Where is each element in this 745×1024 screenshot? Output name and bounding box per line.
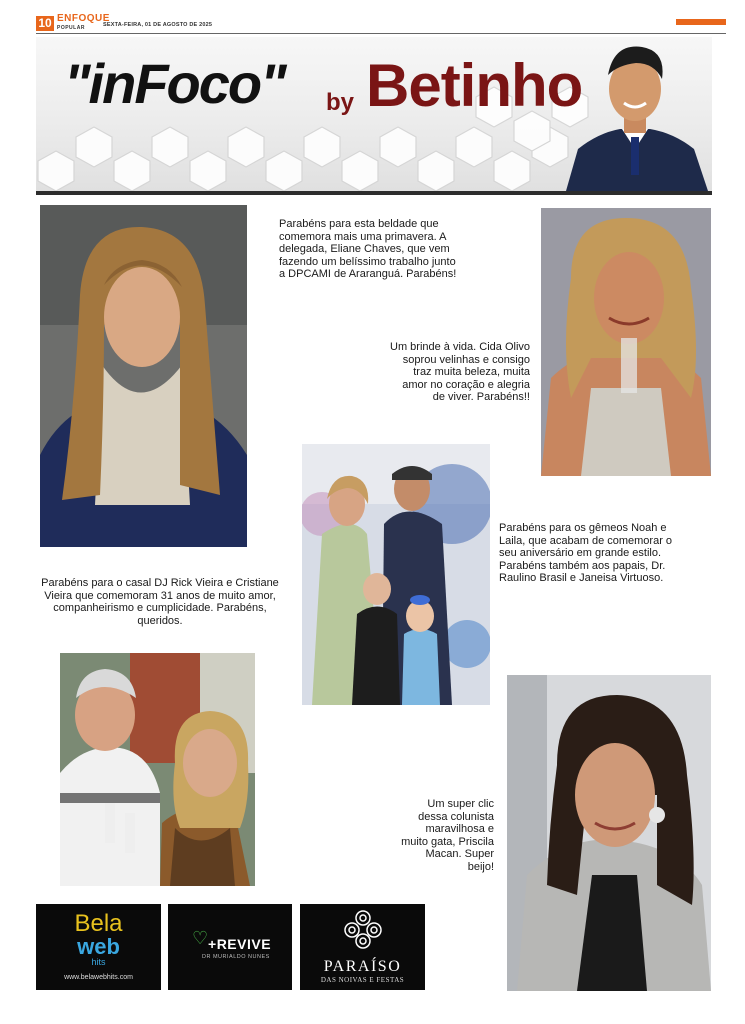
heart-plus-icon: ♡	[192, 928, 209, 949]
caption-cida: Um brinde à vida. Cida Olivo soprou velinhas e consigo traz muita beleza, muita amor no coração e alegria de viver. Parabéns!!	[390, 341, 531, 403]
edition-date: SEXTA-FEIRA, 01 DE AGOSTO DE 2025	[103, 22, 213, 28]
columnist-photo	[558, 37, 712, 191]
column-title-infoco: "inFoco"	[64, 52, 285, 115]
caption-gemeos: Parabéns para os gêmeos Noah e Laila, que acabam de comemorar o seu aniversário em grande estilo. Parabéns também aos papais, Dr. Raulino Brasil e Janeisa Virtuoso.	[499, 522, 673, 584]
caption-priscila: Um super clic dessa colunista maravilhosa e muito gata, Priscila Macan. Super beijo!	[401, 798, 494, 873]
photo-eliane-chaves	[40, 205, 247, 547]
brand-subtitle: POPULAR	[57, 25, 85, 31]
page-number: 10	[36, 16, 54, 31]
revive-name: +REVIVE	[208, 936, 272, 952]
publication-logo	[57, 13, 110, 31]
caption-eliane: Parabéns para esta beldade que comemora mais uma primavera. A delegada, Eliane Chaves, que vem fazendo um belíssimo trabalho junto a DPCAMI de Araranguá. Parabéns!	[279, 218, 457, 280]
bela-logo-word: Bela	[74, 910, 123, 937]
bela-url: www.belawebhits.com	[64, 974, 133, 981]
sponsor-revive[interactable]	[168, 904, 292, 990]
sponsor-paraiso[interactable]	[300, 904, 425, 990]
revive-doctor: DR MURIALDO NUNES	[202, 954, 270, 960]
photo-priscila-macan	[507, 675, 711, 991]
column-title-by: by	[326, 89, 355, 116]
paraiso-name: PARAÍSO	[323, 958, 402, 975]
photo-casal-vieira	[60, 653, 255, 886]
photo-familia-gemeos	[302, 444, 490, 705]
header-accent-bar	[676, 19, 726, 25]
header-rule	[36, 33, 726, 34]
sponsor-belawebhits[interactable]	[36, 904, 161, 990]
web-logo-word: web	[77, 934, 120, 959]
column-title-betinho: Betinho	[366, 52, 583, 119]
brand-name: ENFOQUE	[57, 13, 110, 24]
roses-logo-icon	[342, 908, 384, 954]
column-banner	[36, 37, 712, 195]
caption-casal: Parabéns para o casal DJ Rick Vieira e Cristiane Vieira que comemoram 31 anos de muito amor, companheirismo e cumplicidade. Parabéns, queridos.	[41, 577, 279, 627]
hits-logo-word: hits	[91, 957, 106, 967]
paraiso-sub: DAS NOIVAS E FESTAS	[320, 976, 405, 984]
photo-cida-olivo	[541, 208, 711, 476]
